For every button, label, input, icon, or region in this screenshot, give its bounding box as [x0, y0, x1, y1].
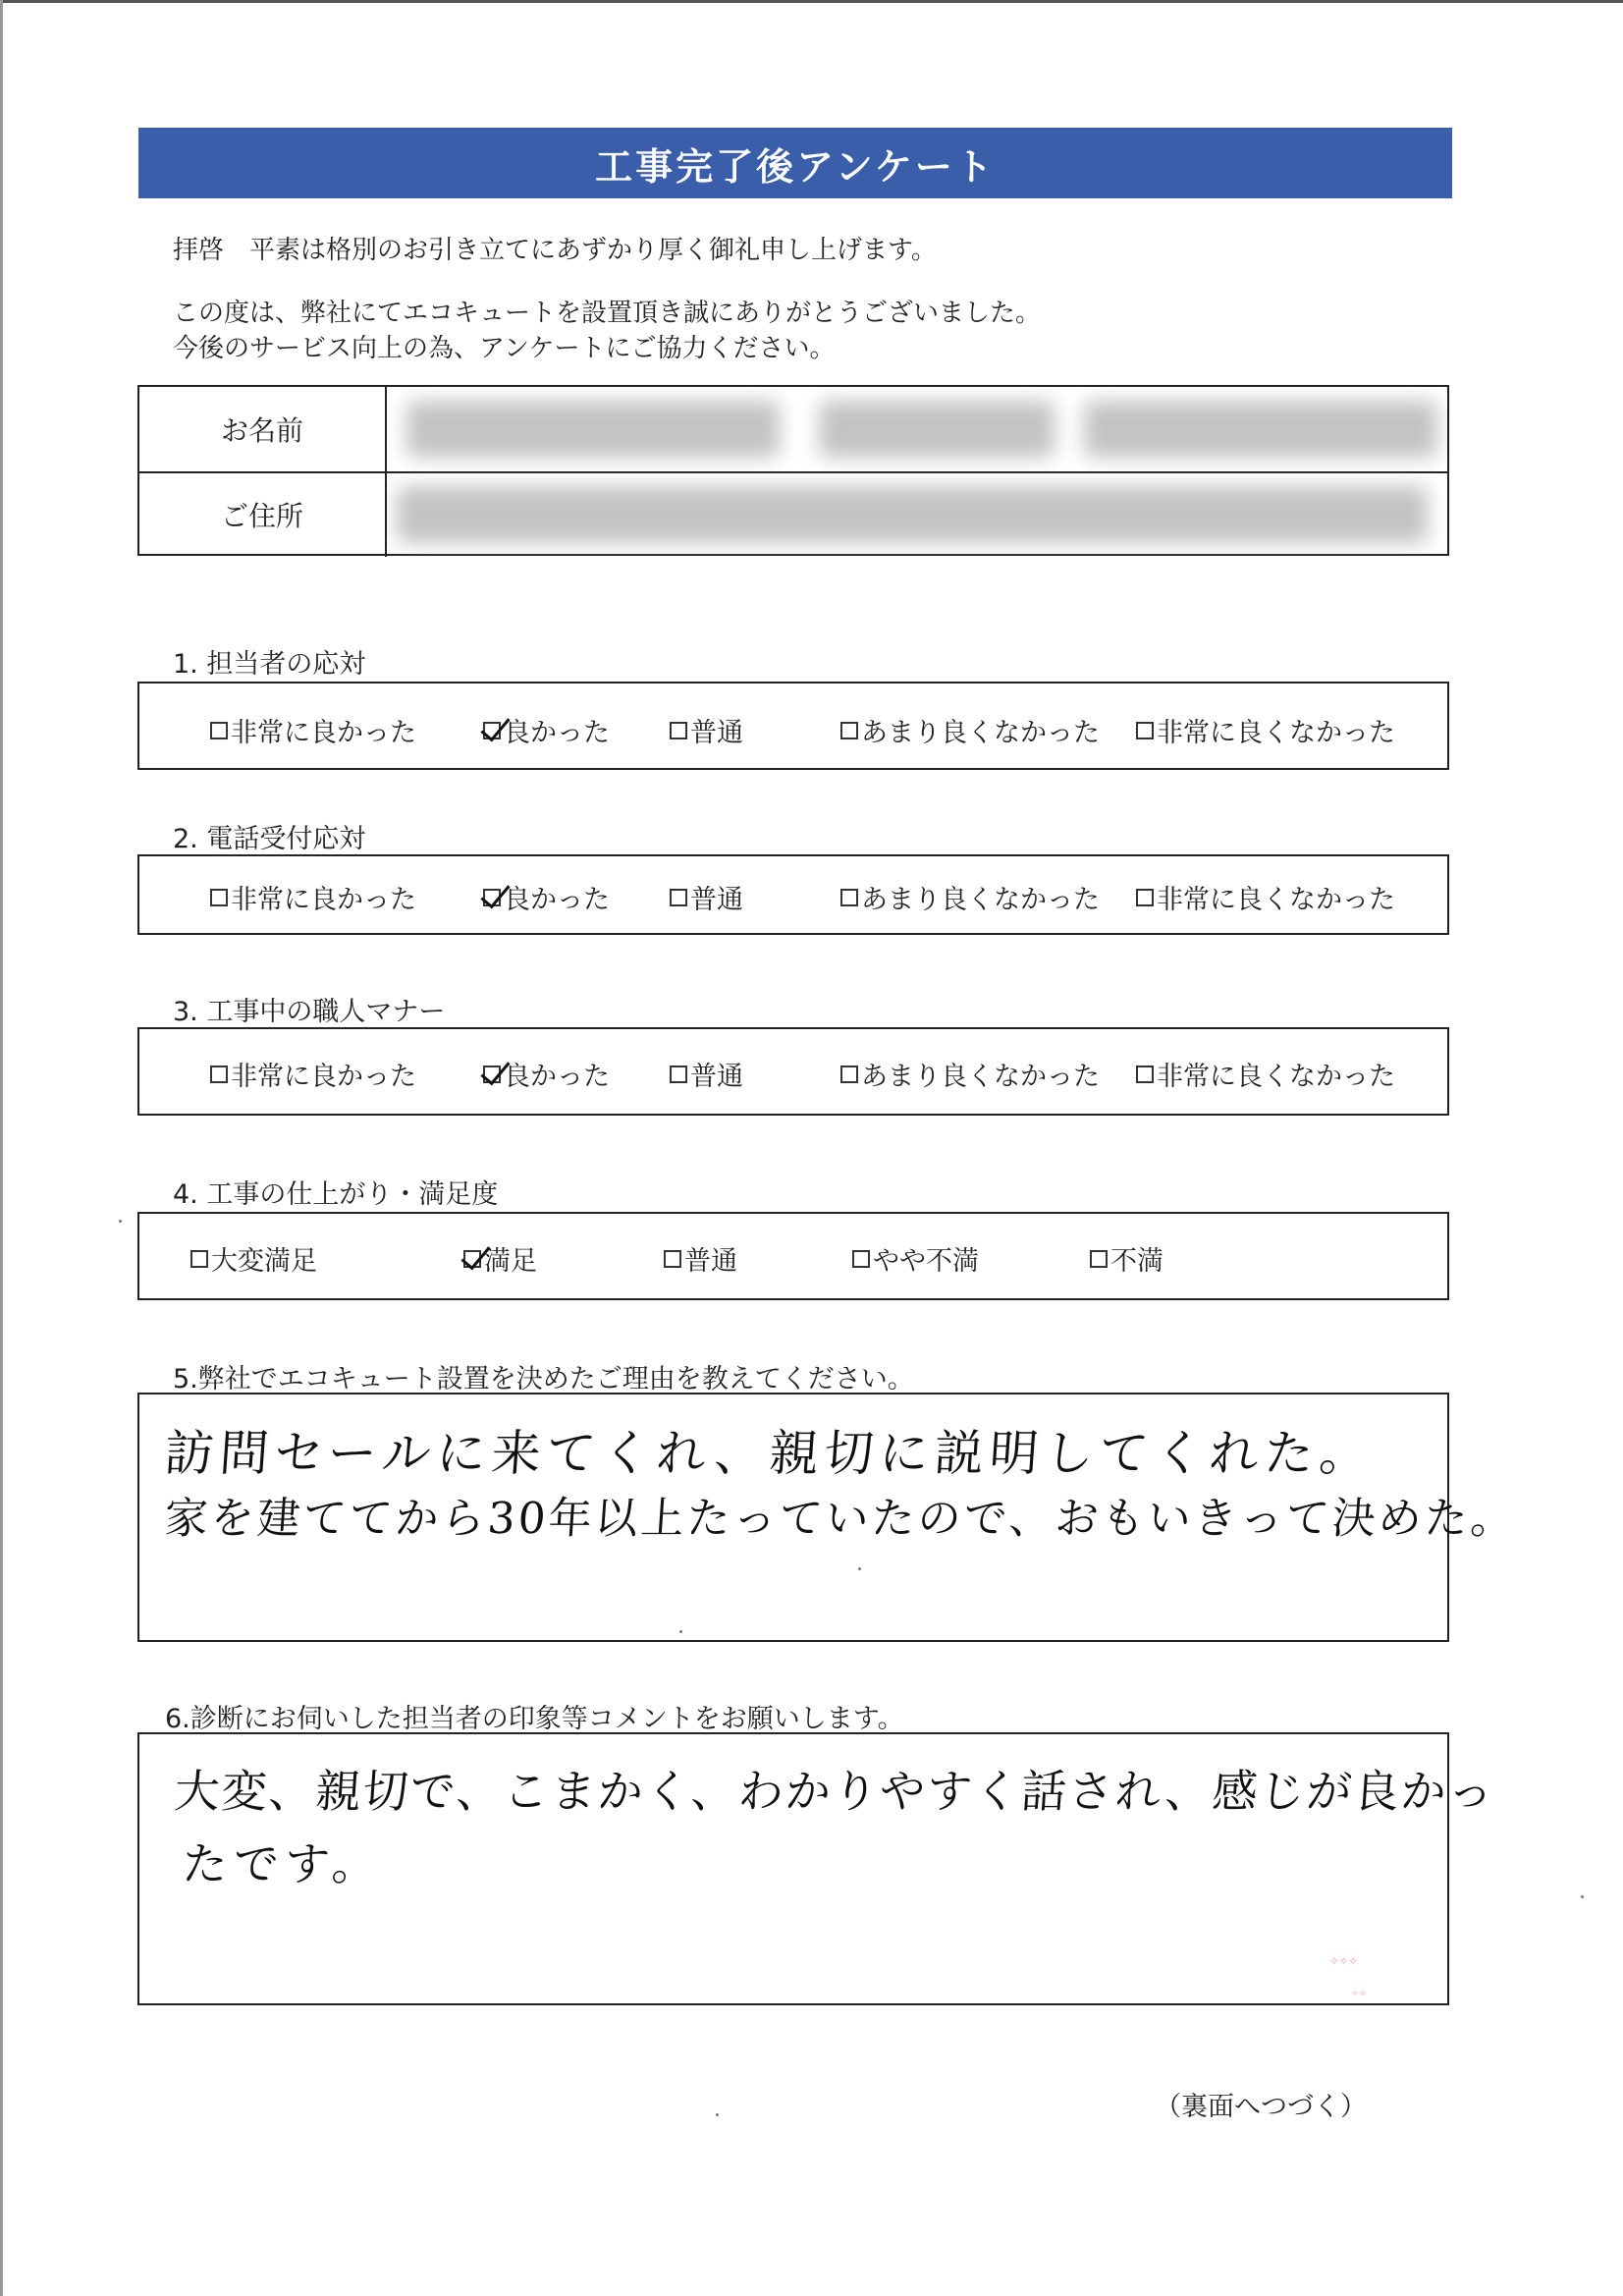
- q5-label: 5.弊社でエコキュート設置を決めたご理由を教えてください。: [173, 1364, 914, 1394]
- q3-options-box: [137, 1027, 1449, 1116]
- name-label: お名前: [139, 387, 387, 471]
- checkbox-icon[interactable]: [670, 1066, 687, 1083]
- q6-label: 6.診断にお伺いした担当者の印象等コメントをお願いします。: [165, 1704, 904, 1734]
- checked-checkbox-icon[interactable]: [483, 1066, 501, 1083]
- scan-edge-left: [0, 0, 3, 2296]
- checkbox-icon[interactable]: [1136, 889, 1154, 906]
- q4-option-very-satisfied[interactable]: 大変満足: [190, 1239, 317, 1278]
- q3-option-very-good[interactable]: 非常に良かった: [210, 1055, 416, 1093]
- checkbox-icon[interactable]: [670, 722, 687, 739]
- intro-request: 今後のサービス向上の為、アンケートにご協力ください。: [173, 334, 836, 363]
- q3-option-average[interactable]: 普通: [670, 1055, 743, 1093]
- q3-option-not-good[interactable]: あまり良くなかった: [840, 1055, 1100, 1093]
- checkbox-icon[interactable]: [1136, 722, 1154, 739]
- checkbox-icon[interactable]: [852, 1250, 870, 1268]
- q5-answer-line1: 訪問セールに来てくれ、親切に説明してくれた。: [162, 1425, 1377, 1482]
- scan-edge-top: [0, 0, 1623, 3]
- checkbox-icon[interactable]: [840, 1066, 858, 1083]
- checkbox-icon[interactable]: [210, 1066, 228, 1083]
- q1-option-not-good[interactable]: あまり良くなかった: [840, 711, 1100, 749]
- checkbox-icon[interactable]: [664, 1250, 681, 1268]
- name-value-redacted: [387, 387, 1447, 471]
- checkbox-icon[interactable]: [670, 889, 687, 906]
- q1-option-good[interactable]: 良かった: [483, 711, 610, 749]
- q1-label: 1. 担当者の応対: [173, 649, 366, 680]
- address-row: [139, 472, 1447, 557]
- address-value-redacted: [387, 472, 1447, 557]
- checkbox-icon[interactable]: [1136, 1066, 1154, 1083]
- q2-option-good[interactable]: 良かった: [483, 878, 610, 916]
- name-row: [139, 387, 1447, 473]
- q1-option-average[interactable]: 普通: [670, 711, 743, 749]
- checkbox-icon[interactable]: [210, 889, 228, 906]
- ink-stamp-mark: ✧✧✧: [1329, 1950, 1358, 1969]
- q6-answer-line2: たです。: [180, 1837, 386, 1890]
- survey-title: 工事完了後アンケート: [138, 128, 1452, 198]
- q3-label: 3. 工事中の職人マナー: [173, 997, 446, 1027]
- checked-checkbox-icon[interactable]: [483, 722, 501, 739]
- checkbox-icon[interactable]: [1090, 1250, 1108, 1268]
- q4-option-average[interactable]: 普通: [664, 1239, 737, 1278]
- q1-option-very-good[interactable]: 非常に良かった: [210, 711, 416, 749]
- q2-option-not-good[interactable]: あまり良くなかった: [840, 878, 1100, 916]
- q1-options-box: [137, 682, 1449, 770]
- q4-option-dissatisfied[interactable]: 不満: [1090, 1239, 1163, 1278]
- q5-answer-line2: 家を建ててから30年以上たっていたので、おもいきって決めた。: [162, 1494, 1519, 1544]
- intro-greeting: 拝啓 平素は格別のお引き立てにあずかり厚く御礼申し上げます。: [173, 236, 937, 265]
- q2-options-box: [137, 854, 1449, 935]
- checked-checkbox-icon[interactable]: [463, 1250, 481, 1268]
- q4-options-box: [137, 1212, 1449, 1300]
- checkbox-icon[interactable]: [210, 722, 228, 739]
- checkbox-icon[interactable]: [840, 722, 858, 739]
- q3-option-very-bad[interactable]: 非常に良くなかった: [1136, 1055, 1395, 1093]
- q4-option-somewhat-dissatisfied[interactable]: やや不満: [852, 1239, 979, 1278]
- customer-info-table: [137, 385, 1449, 556]
- q4-option-satisfied[interactable]: 満足: [463, 1239, 537, 1278]
- q2-option-average[interactable]: 普通: [670, 878, 743, 916]
- q4-label: 4. 工事の仕上がり・満足度: [173, 1179, 499, 1210]
- q2-label: 2. 電話受付応対: [173, 824, 366, 854]
- ink-stamp-mark-small: ✧✧: [1351, 1986, 1367, 2000]
- address-label: ご住所: [139, 472, 387, 557]
- intro-thanks: この度は、弊社にてエコキュートを設置頂き誠にありがとうございました。: [173, 299, 1042, 328]
- q6-answer-line1: 大変、親切で、こまかく、わかりやすく話され、感じが良かっ: [172, 1765, 1497, 1818]
- q2-option-very-good[interactable]: 非常に良かった: [210, 878, 416, 916]
- checkbox-icon[interactable]: [840, 889, 858, 906]
- checked-checkbox-icon[interactable]: [483, 889, 501, 906]
- q2-option-very-bad[interactable]: 非常に良くなかった: [1136, 878, 1395, 916]
- q3-option-good[interactable]: 良かった: [483, 1055, 610, 1093]
- q5-answer-box[interactable]: [137, 1393, 1519, 1642]
- checkbox-icon[interactable]: [190, 1250, 208, 1268]
- continued-on-back-note: （裏面へつづく）: [1155, 2092, 1367, 2122]
- q1-option-very-bad[interactable]: 非常に良くなかった: [1136, 711, 1395, 749]
- q6-answer-box[interactable]: [137, 1732, 1497, 2005]
